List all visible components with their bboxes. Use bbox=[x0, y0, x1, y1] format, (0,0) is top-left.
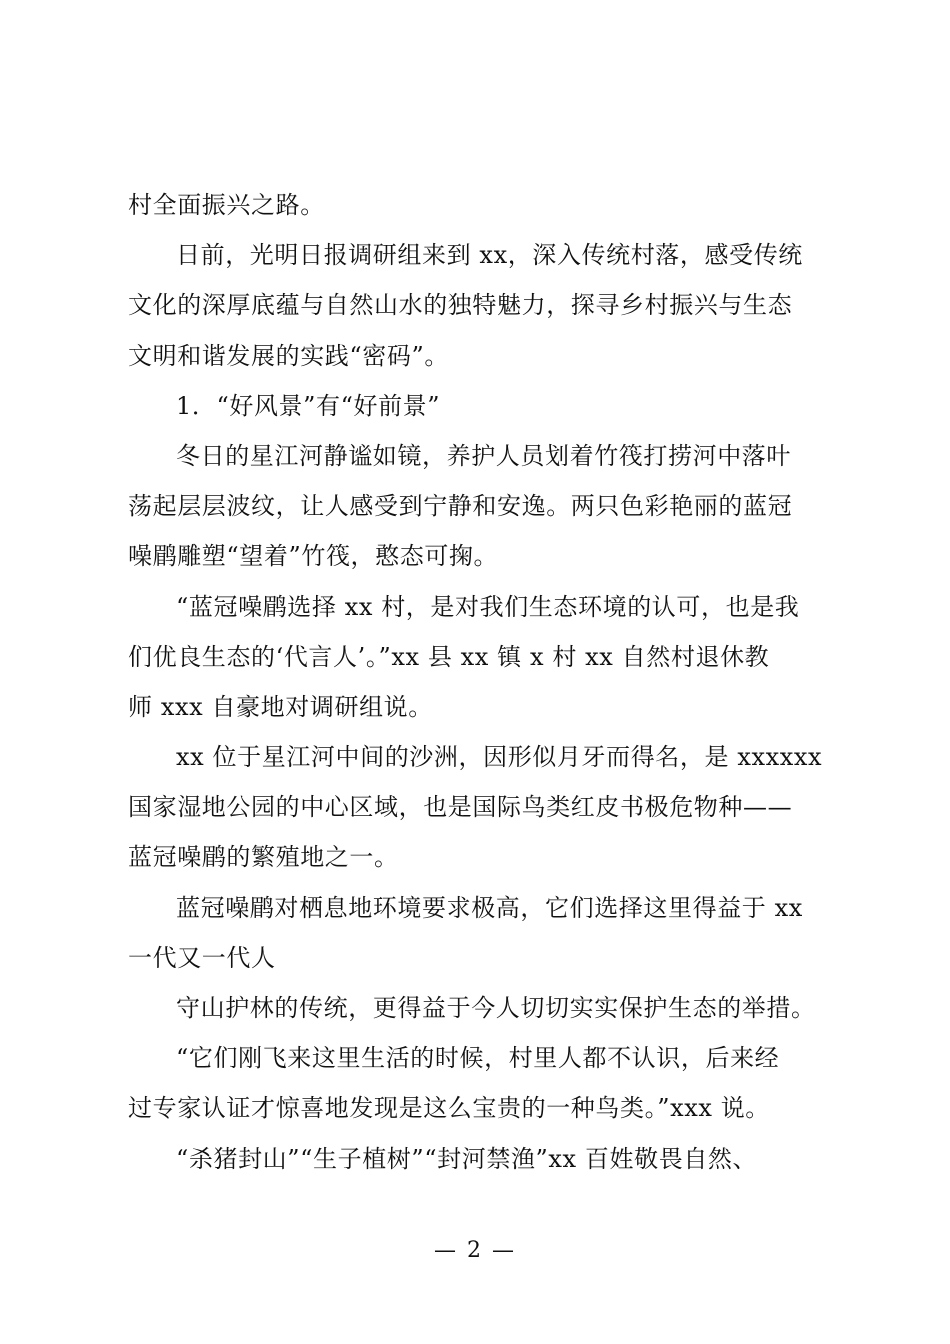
text-line: 村全面振兴之路。 bbox=[128, 191, 325, 219]
text-line: 蓝冠噪鹛的繁殖地之一。 bbox=[128, 843, 399, 872]
text-line: xx 位于星江河中间的沙洲，因形似月牙而得名，是 xxxxxx bbox=[176, 743, 823, 772]
text-line: 过专家认证才惊喜地发现是这么宝贵的一种鸟类。”xxx 说。 bbox=[128, 1094, 770, 1123]
text-line: 守山护林的传统，更得益于今人切切实实保护生态的举措。 bbox=[176, 994, 816, 1022]
text-line: 噪鹛雕塑“望着”竹筏，憨态可掬。 bbox=[128, 542, 499, 571]
text-line: 冬日的星江河静谧如镜，养护人员划着竹筏打捞河中落叶 bbox=[176, 441, 791, 470]
section-heading: 1．“好风景”有“好前景” bbox=[176, 391, 441, 420]
text-line: “它们刚飞来这里生活的时候，村里人都不认识，后来经 bbox=[176, 1044, 780, 1073]
page-number: — 2 — bbox=[434, 1238, 516, 1263]
text-line: 们优良生态的‘代言人’。”xx 县 xx 镇 x 村 xx 自然村退休教 bbox=[128, 642, 770, 671]
text-line: “杀猪封山”“生子植树”“封河禁渔”xx 百姓敬畏自然、 bbox=[176, 1144, 758, 1173]
text-line: 文化的深厚底蕴与自然山水的独特魅力，探寻乡村振兴与生态 bbox=[128, 291, 793, 320]
text-line: 师 xxx 自豪地对调研组说。 bbox=[128, 692, 433, 721]
text-line: 蓝冠噪鹛对栖息地环境要求极高，它们选择这里得益于 xx bbox=[176, 893, 803, 922]
text-line: 一代又一代人 bbox=[128, 943, 276, 972]
text-line: “蓝冠噪鹛选择 xx 村，是对我们生态环境的认可，也是我 bbox=[176, 592, 800, 621]
body-text bbox=[128, 180, 833, 1184]
text-line: 国家湿地公园的中心区域，也是国际鸟类红皮书极危物种—— bbox=[128, 793, 793, 822]
text-line: 日前，光明日报调研组来到 xx，深入传统村落，感受传统 bbox=[176, 241, 803, 270]
text-line: 荡起层层波纹，让人感受到宁静和安逸。两只色彩艳丽的蓝冠 bbox=[128, 492, 793, 521]
text-line: 文明和谐发展的实践“密码”。 bbox=[128, 341, 449, 370]
